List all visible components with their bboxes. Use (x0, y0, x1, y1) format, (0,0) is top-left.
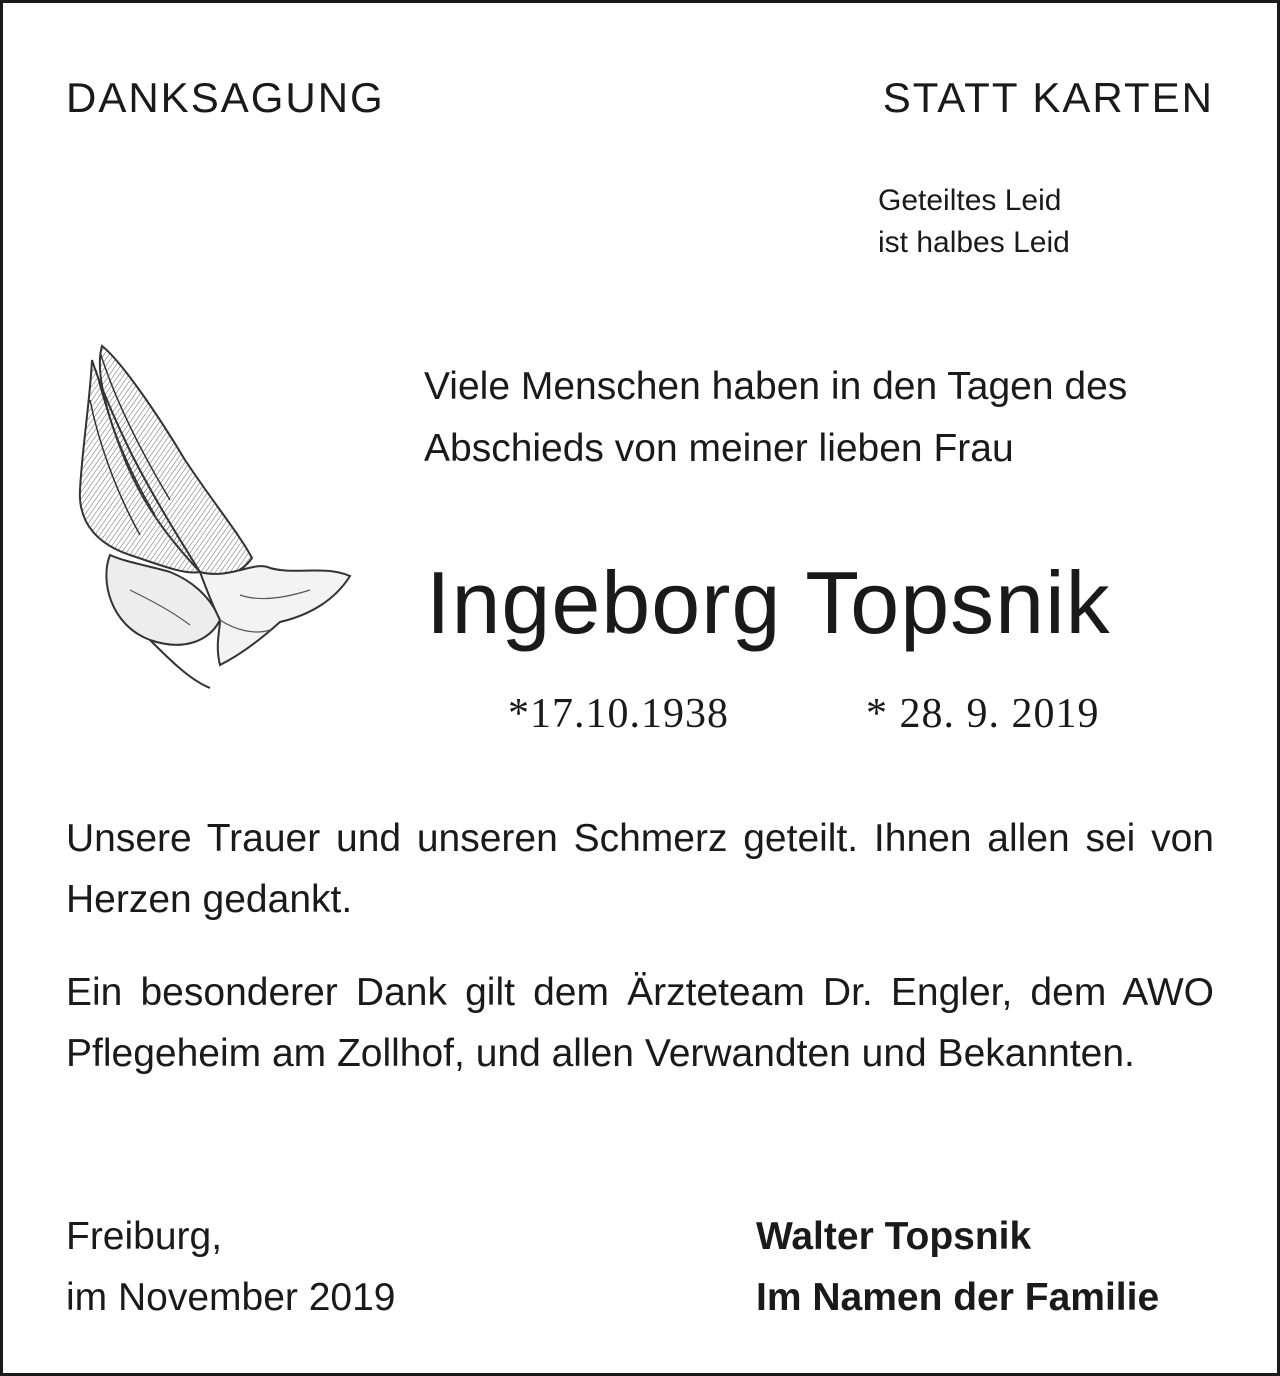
signer-name: Walter Topsnik (756, 1215, 1032, 1258)
birth-date: *17.10.1938 (508, 691, 729, 737)
place: Freiburg, (66, 1215, 223, 1258)
intro-line-1: Viele Menschen haben in den Tagen des (424, 365, 1128, 408)
signature-block (756, 1206, 1159, 1328)
intro-text (424, 356, 1127, 480)
motto (878, 180, 1070, 264)
thanks-paragraph-2: Ein besonderer Dank gilt dem Ärzteteam Dr. Engler, dem AWO Pflegeheim am Zollhof, und allen Verwandten und Bekannten. (66, 971, 1214, 1075)
deceased-name: Ingeborg Topsnik (426, 553, 1111, 652)
closing-date: im November 2019 (66, 1276, 396, 1319)
death-date: * 28. 9. 2019 (866, 691, 1100, 737)
header-danksagung: DANKSAGUNG (66, 74, 385, 121)
signer-note: Im Namen der Familie (756, 1276, 1160, 1319)
header-statt-karten: STATT KARTEN (882, 74, 1214, 121)
motto-line-2: ist halbes Leid (878, 226, 1070, 259)
intro-line-2: Abschieds von meiner lieben Frau (424, 427, 1014, 470)
thanks-paragraph-1: Unsere Trauer und unseren Schmerz geteilt. Ihnen allen sei von Herzen gedankt. (66, 817, 1214, 921)
motto-line-1: Geteiltes Leid (878, 184, 1062, 217)
praying-hands-icon (70, 340, 360, 700)
place-and-date (66, 1206, 395, 1328)
